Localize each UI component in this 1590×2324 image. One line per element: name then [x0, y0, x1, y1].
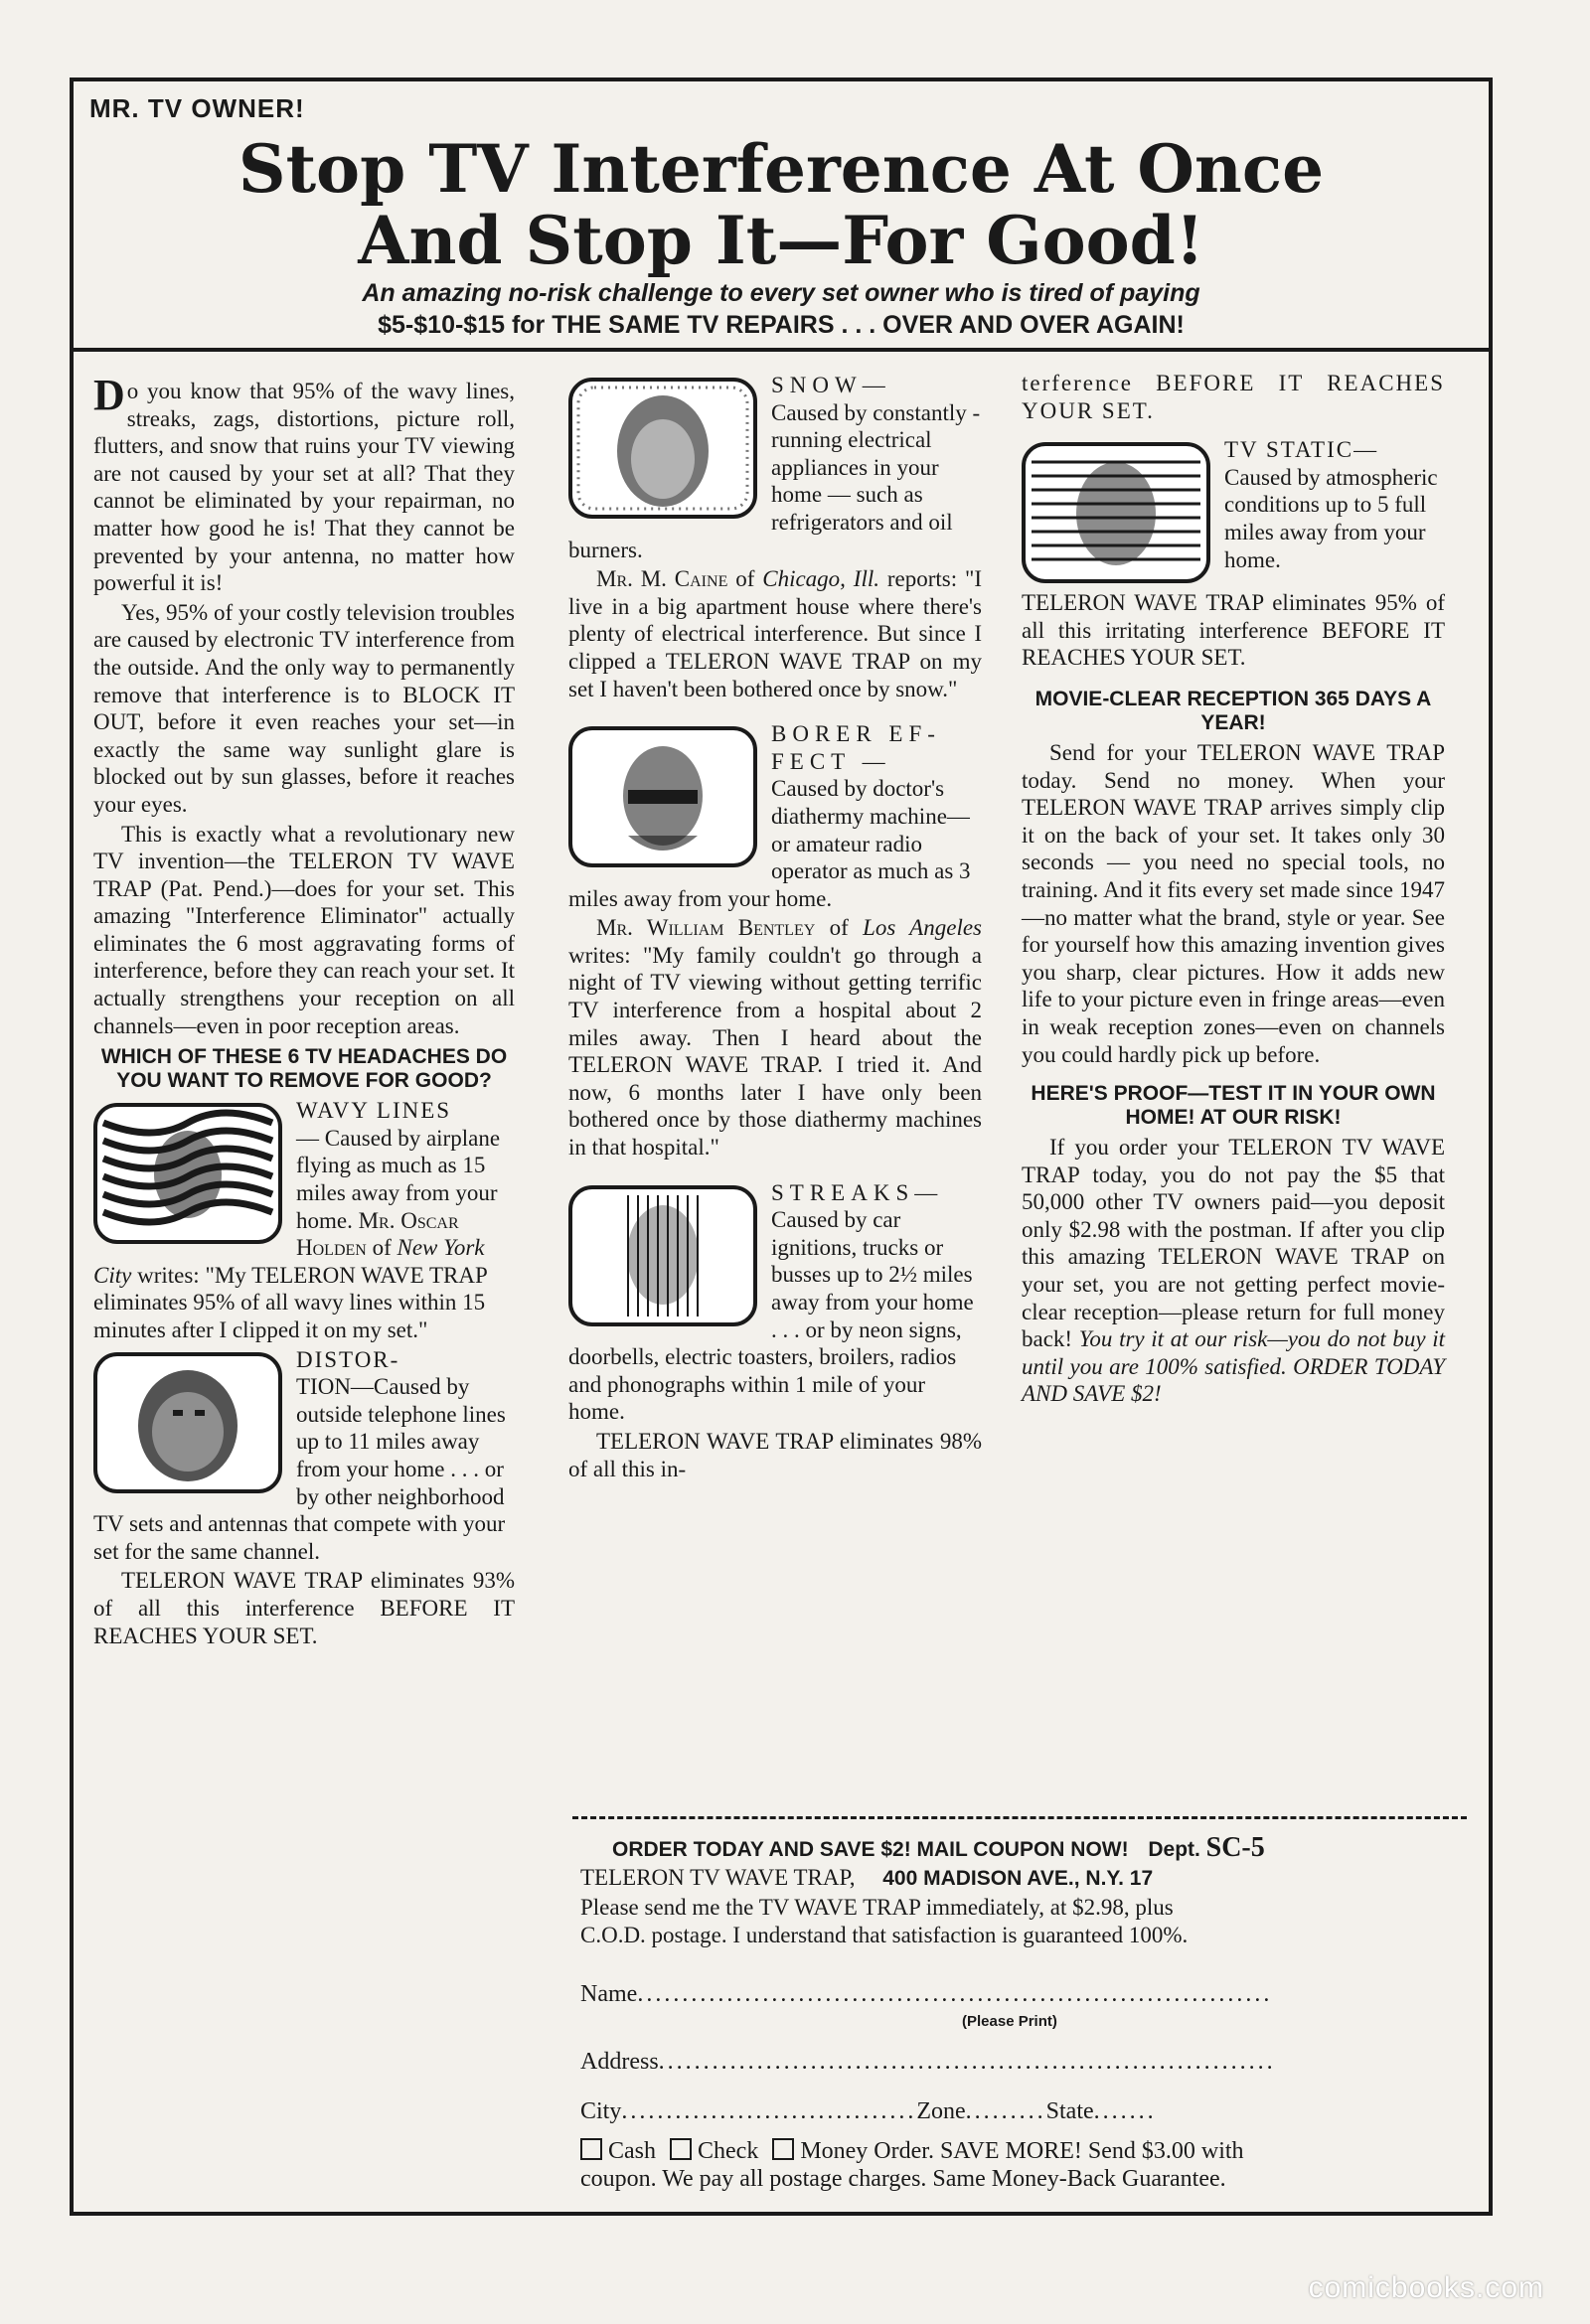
cash-checkbox[interactable]: [580, 2138, 602, 2160]
proof-italic: You try it at our risk—you do not buy it until you are 100% satisfied. ORDER TODAY AND SAVE $2!: [1022, 1326, 1446, 1407]
proof-heading: HERE'S PROOF—TEST IT IN YOUR OWN HOME! AT OUR RISK!: [1031, 1082, 1436, 1130]
borer-testimonial: [568, 914, 982, 1161]
proof-text: [1022, 1134, 1445, 1408]
column-2: [568, 370, 982, 1484]
wavy-lines-of: of: [372, 1235, 392, 1261]
wavy-lines-title: WAVY LINES: [296, 1098, 452, 1124]
snow-testimonial: [568, 565, 982, 702]
coupon-company-row: [580, 1864, 1153, 1893]
zone-label: Zone: [916, 2098, 966, 2124]
tv-streaks-icon: [568, 1185, 757, 1326]
borer-quote: writes: "My family couldn't go through a night of TV viewing without getting terrific TV interference from a hospital about 2 miles away. Then I heard about the TELERON WAVE TRAP. I tried it. And now, 6 months later I have only been bothered once by those diathermy machines in that hospital.": [568, 942, 982, 1161]
static-title: TV STATIC—: [1224, 437, 1379, 463]
streaks-close: TELERON WAVE TRAP eliminates 98% of all this in-: [568, 1428, 982, 1481]
site-watermark: comicbooks.com: [1308, 2271, 1544, 2304]
intro-paragraph-3: This is exactly what a revolutionary new TV invention—the TELERON TV WAVE TRAP (Pat. Pend.)—does for your set. This amazing "Interference Eliminator" actually eliminates the 6 most aggravating forms of interference, before they can reach your set. It actually strengthens your reception on all channels—even in poor reception areas.: [93, 821, 515, 1038]
movie-clear-heading: MOVIE-CLEAR RECEPTION 365 DAYS A YEAR!: [1034, 687, 1432, 734]
drop-cap: D: [93, 371, 125, 419]
tv-distortion-icon: [93, 1352, 282, 1493]
coupon-headline-row: [612, 1834, 1265, 1864]
borer-city: Los Angeles: [863, 915, 982, 941]
subhead-line-1: An amazing no-risk challenge to every set owner who is tired of paying: [362, 279, 1200, 307]
tv-borer-effect-icon: [568, 726, 757, 867]
tv-snow-icon: [568, 378, 757, 519]
wavy-lines-text: — Caused by airplane flying as much as 15 miles away from your home.: [296, 1125, 501, 1233]
city-label: City: [580, 2098, 622, 2124]
headline-line-2: And Stop It—For Good!: [358, 202, 1204, 279]
wavy-lines-quote: writes: "My TELERON WAVE TRAP eliminates 95% of all wavy lines within 15 minutes after I clipped it on my set.": [93, 1262, 487, 1342]
distortion-close: TELERON WAVE TRAP eliminates 93% of all this interference BEFORE IT REACHES YOUR SET.: [93, 1568, 515, 1648]
column-3: [1022, 370, 1445, 1410]
kicker: MR. TV OWNER!: [89, 93, 305, 123]
distortion-block: [93, 1346, 515, 1566]
snow-name: Mr. M. Caine: [596, 566, 728, 592]
coupon-body-1: Please send me the TV WAVE TRAP immediately, at $2.98, plus: [580, 1895, 1174, 1920]
wavy-lines-name: Mr. Oscar Holden: [296, 1207, 459, 1261]
name-hint: (Please Print): [962, 2013, 1057, 2030]
distortion-title: DISTOR-: [296, 1346, 400, 1372]
coupon-body-2: C.O.D. postage. I understand that satisfaction is guaranteed 100%.: [580, 1923, 1189, 1947]
wavy-lines-block: [93, 1097, 515, 1343]
movie-clear-text: Send for your TELERON WAVE TRAP today. Send no money. When your TELERON WAVE TRAP arrives simply clip it on the back of your set. It takes only 30 seconds — you need no special tools, no training. And it fits every set made since 1947—no matter what the brand, style or year. See for yourself how this amazing invention gives you sharp, clear pictures. How it adds new life to your picture even in fringe areas—even in weak reception zones—even on channels you could hardly pick up before.: [1022, 739, 1445, 1067]
borer-text: Caused by doctor's diathermy machine— or amateur radio operator as much as 3 miles away from your home.: [568, 776, 971, 911]
borer-block: [568, 720, 982, 912]
proof-body: If you order your TELERON TV WAVE TRAP today, you do not pay the $5 that 50,000 other TV owners paid—you deposit only $2.98 with the postman. If after you clip this amazing TELERON WAVE TRAP on your set, you are not getting perfect movie-clear reception—please return for full money back!: [1022, 1135, 1445, 1352]
borer-name: Mr. William Bentley: [596, 915, 816, 941]
streaks-title: STREAKS—: [771, 1179, 944, 1205]
intro-paragraph-2: Yes, 95% of your costly television troubles are caused by electronic TV interference from the outside. And the only way to permanently remove that interference is to BLOCK IT OUT, before it even reaches your set—in exactly the same way sunlight glare is blocked out by sun glasses, before it reaches your eyes.: [93, 599, 515, 817]
money-order-label: Money Order.: [800, 2138, 934, 2164]
guarantee-text: coupon. We pay all postage charges. Same Money-Back Guarantee.: [580, 2166, 1226, 2192]
tv-wavy-lines-icon: [93, 1103, 282, 1244]
snow-block: [568, 372, 982, 563]
address-field[interactable]: Address.....................................................................: [580, 2049, 1276, 2075]
city-zone-state-field[interactable]: City.................................Zone.........State.......: [580, 2098, 1157, 2124]
order-coupon: [572, 1806, 1477, 2204]
carry-over-text: terference BEFORE IT REACHES YOUR SET.: [1022, 371, 1445, 423]
tv-static-icon: [1022, 442, 1210, 583]
borer-title: BORER EF-FECT —: [771, 721, 941, 774]
coupon-cut-line: [572, 1816, 1467, 1819]
coupon-headline: ORDER TODAY AND SAVE $2! MAIL COUPON NOW!: [612, 1838, 1129, 1861]
payment-options-row: [580, 2138, 1244, 2165]
check-checkbox[interactable]: [670, 2138, 692, 2160]
intro-paragraph-1: [93, 371, 515, 597]
snow-quote: reports: "I live in a big apartment house where there's plenty of electrical interference. But since I clipped a TELERON WAVE TRAP on my set I haven't been bothered once by snow.": [568, 566, 983, 701]
static-close: TELERON WAVE TRAP eliminates 95% of all this irritating interference BEFORE IT REACHES YOUR SET.: [1022, 590, 1445, 671]
intro-text-1: o you know that 95% of the wavy lines, streaks, zags, distortions, picture roll, flutters, and snow that ruins your TV viewing are not caused by your set at all? That they cannot be eliminated by your repairman, no matter how good he is! That they cannot be prevented by your antenna, no matter how powerful it is!: [93, 379, 515, 596]
static-block: [1022, 436, 1445, 587]
check-label: Check: [698, 2138, 759, 2164]
headline-line-1: Stop TV Interference At Once: [238, 130, 1325, 208]
snow-title: SNOW—: [771, 373, 891, 397]
snow-city: Chicago, Ill.: [762, 566, 879, 592]
wavy-lines-city: New York City: [93, 1235, 485, 1288]
coupon-dept-label: Dept.: [1148, 1838, 1200, 1861]
distortion-text: TION—Caused by outside telephone lines up to 11 miles away from your home . . . or by other neighborhood TV sets and antennas that compete with your set for the same channel.: [93, 1374, 506, 1564]
static-text: Caused by atmospheric conditions up to 5 full miles away from your home.: [1224, 464, 1438, 572]
streaks-text: Caused by car ignitions, trucks or busses up to 2½ miles away from your home . . . or by neon signs, doorbells, electric toasters, broilers, radios and phonographs within 1 mile of your home.: [568, 1207, 974, 1425]
headaches-heading: WHICH OF THESE 6 TV HEADACHES DO YOU WANT TO REMOVE FOR GOOD?: [100, 1045, 508, 1093]
name-field[interactable]: Name.......................................................................: [580, 1981, 1273, 2007]
subhead-line-2: $5-$10-$15 for THE SAME TV REPAIRS . . . OVER AND OVER AGAIN!: [378, 311, 1185, 339]
snow-of: of: [735, 566, 755, 592]
ad-header: [74, 81, 1489, 352]
coupon-dept-code: SC-5: [1205, 1832, 1265, 1863]
streaks-block: [568, 1179, 982, 1426]
coupon-company: TELERON TV WAVE TRAP,: [580, 1865, 856, 1890]
borer-of: of: [829, 915, 849, 941]
coupon-address: 400 MADISON AVE., N.Y. 17: [882, 1867, 1154, 1890]
name-label: Name: [580, 1981, 638, 2007]
snow-text: Caused by constantly - running electrical appliances in your home — such as refrigerators and oil burners.: [568, 399, 981, 562]
cash-label: Cash: [608, 2138, 656, 2164]
money-order-checkbox[interactable]: [772, 2138, 794, 2160]
state-label: State: [1045, 2098, 1094, 2124]
column-1: [93, 371, 515, 1651]
save-more-text: SAVE MORE! Send $3.00 with: [939, 2138, 1244, 2164]
address-label: Address: [580, 2049, 659, 2075]
